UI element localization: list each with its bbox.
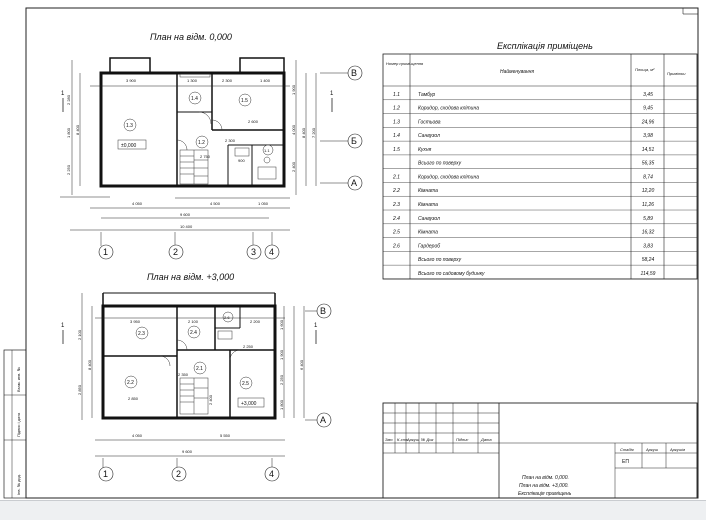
dim-label: 4 000	[291, 124, 296, 135]
dim-label: 8 400	[75, 124, 80, 135]
explication-table	[383, 41, 697, 279]
dim-label: 2 850	[77, 384, 82, 395]
room-label: 2.4	[190, 330, 197, 336]
dim-label: 5 550	[220, 433, 231, 438]
dim-label: 1 800	[66, 127, 71, 138]
dim-label: 8 400	[301, 127, 306, 138]
dim-label: 1 400	[260, 78, 271, 83]
axis-label: А	[320, 415, 327, 425]
explication-rows	[383, 92, 697, 279]
upper-level-mark: +3,000	[241, 401, 257, 407]
dim-label: 2 250	[66, 164, 71, 175]
row-number: 1.4	[393, 133, 400, 140]
row-name: Санвузол	[418, 133, 440, 140]
dim-label: 2 250	[279, 374, 284, 385]
axis-label: 3	[251, 247, 257, 257]
dim-label: 2 100	[188, 319, 199, 324]
dim-label: 4 500	[210, 201, 221, 206]
row-area: 8,74	[643, 174, 653, 181]
row-name: Гостьова	[418, 119, 441, 126]
row-area: 11,26	[641, 202, 655, 209]
axis-label: В	[320, 306, 327, 316]
stage-header: Аркуш	[646, 447, 659, 452]
row-area: 24,96	[641, 119, 655, 126]
row-number: 2.3	[393, 202, 400, 209]
row-name: Кімната	[418, 229, 438, 236]
row-name: Гардероб	[418, 243, 441, 250]
row-area: 56,35	[641, 160, 655, 167]
section-mark: 1	[330, 91, 334, 97]
dim-label: 2 300	[225, 138, 236, 143]
row-number: 2.4	[393, 215, 400, 222]
row-area: 3,45	[643, 91, 653, 98]
dim-label: 8 400	[87, 359, 92, 370]
axis-label: 1	[103, 469, 109, 479]
room-label: 1.4	[191, 96, 198, 102]
dim-label: 2 750	[200, 154, 211, 159]
dim-label: 2 400	[291, 161, 296, 172]
row-number: 2.6	[393, 243, 400, 250]
axis-label: 2	[176, 469, 182, 479]
ground-level-mark: ±0,000	[121, 143, 137, 149]
row-number: 2.1	[393, 174, 400, 181]
ground-plan-title: План на відм. 0,000	[150, 32, 232, 42]
side-stamp-text-1: Підпис і дата	[16, 412, 21, 437]
room-label: 1.1	[264, 148, 270, 153]
row-name: Санвузол	[418, 215, 440, 222]
dim-label: 7 200	[311, 127, 316, 138]
row-area: 12,20	[641, 188, 655, 195]
room-label: 2.2	[127, 380, 134, 386]
row-name: Всього по поверху	[418, 160, 462, 167]
room-label: 2.5	[242, 381, 249, 387]
dim-label: 1 900	[291, 84, 296, 95]
dim-label: 2 250	[243, 344, 254, 349]
dim-label: 4 050	[132, 433, 143, 438]
title-block-column: Змн.	[385, 437, 394, 442]
dim-label: 6 400	[299, 359, 304, 370]
room-label: 2.6	[224, 315, 230, 320]
axis-label: Б	[351, 136, 357, 146]
dim-label: 9 600	[182, 449, 193, 454]
section-mark: 1	[61, 323, 65, 329]
row-number: 1.5	[393, 146, 400, 153]
dim-label: 900	[238, 158, 245, 163]
room-label: 1.2	[198, 140, 205, 146]
dim-label: 3 900	[126, 78, 137, 83]
axis-label: 2	[173, 247, 179, 257]
section-mark: 1	[314, 323, 318, 329]
upper-floor-plan	[61, 272, 331, 481]
dim-label: 3 950	[130, 319, 141, 324]
row-name: Кухня	[418, 146, 432, 153]
row-area: 5,89	[643, 215, 653, 222]
room-label: 1.5	[241, 98, 248, 104]
upper-plan-title: План на відм. +3,000	[147, 272, 235, 282]
row-area: 9,45	[643, 105, 653, 112]
row-number: 1.1	[393, 91, 400, 98]
table-header: Примітки	[667, 71, 686, 76]
axis-label: 1	[103, 247, 109, 257]
row-area: 14,51	[641, 146, 655, 153]
dim-label: 1 800	[279, 399, 284, 410]
axis-label: 4	[269, 247, 275, 257]
row-name: Кімната	[418, 202, 438, 209]
row-number: 2.5	[393, 229, 400, 236]
title-block-column: № Док	[421, 437, 434, 442]
row-name: Тамбур	[418, 91, 436, 98]
row-area: 114,59	[640, 270, 656, 277]
row-name: Коридор, сходова клітина	[418, 105, 479, 112]
title-block-column: Підпис	[456, 437, 469, 442]
dim-label: 10 400	[180, 224, 193, 229]
dim-label: 1 300	[187, 78, 198, 83]
row-name: Кімната	[418, 188, 438, 195]
title-block	[383, 403, 697, 498]
dim-label: 9 600	[180, 212, 191, 217]
room-label: 2.3	[138, 331, 145, 337]
dim-label: 2 300	[222, 78, 233, 83]
row-name: Всього по садовому будинку	[418, 270, 485, 277]
table-header: Площа, м²	[635, 67, 655, 72]
row-number: 1.2	[393, 105, 400, 112]
axis-label: В	[351, 68, 358, 78]
dim-label: 1 600	[279, 319, 284, 330]
row-area: 58,24	[641, 257, 655, 264]
stage-header: Аркушів	[670, 447, 686, 452]
row-name: Коридор, сходова клітина	[418, 174, 479, 181]
row-area: 3,83	[643, 243, 653, 250]
stage-header: Стадія	[620, 447, 634, 452]
drawing-title-line: План на відм. +3,000.	[519, 483, 569, 489]
title-block-column: Аркуш	[407, 437, 420, 442]
side-stamp	[4, 350, 26, 498]
room-label: 2.1	[196, 366, 203, 372]
side-stamp-text-0: Взам. инв. №	[16, 367, 21, 392]
drawing-title-line: Експлікація приміщень	[518, 491, 572, 497]
ground-floor-plan	[60, 32, 362, 259]
table-header: Найменування	[500, 69, 535, 75]
stage-value: ЕП	[622, 459, 629, 465]
dim-label: 2 850	[128, 396, 139, 401]
dim-label: 2 350	[178, 372, 189, 377]
row-area: 3,98	[643, 133, 653, 140]
room-label: 1.3	[126, 123, 133, 129]
row-number: 1.3	[393, 119, 400, 126]
table-header: Номер примі-щення	[386, 61, 424, 66]
dim-label: 4 050	[132, 201, 143, 206]
side-stamp-text-2: Інв. № дод.	[16, 474, 21, 495]
dim-label: 2 600	[248, 119, 259, 124]
dim-label: 2 100	[77, 329, 82, 340]
dim-label: 2 200	[250, 319, 261, 324]
row-area: 16,32	[641, 229, 655, 236]
explication-title: Експлікація приміщень	[497, 41, 593, 51]
row-name: Всього по поверху	[418, 257, 462, 264]
viewer-bottom-bar	[0, 500, 706, 520]
title-block-column: Дата	[481, 437, 492, 442]
drawing-title-line: План на відм. 0,000.	[522, 475, 569, 481]
dim-label: 1 050	[258, 201, 269, 206]
dim-label: 2 400	[208, 394, 213, 405]
dim-label: 1 900	[279, 349, 284, 360]
row-number: 2.2	[393, 188, 400, 195]
dim-label: 2 280	[66, 94, 71, 105]
title-block-column: К-сть	[397, 437, 409, 442]
axis-label: А	[351, 178, 358, 188]
axis-label: 4	[269, 469, 275, 479]
section-mark: 1	[61, 91, 65, 97]
